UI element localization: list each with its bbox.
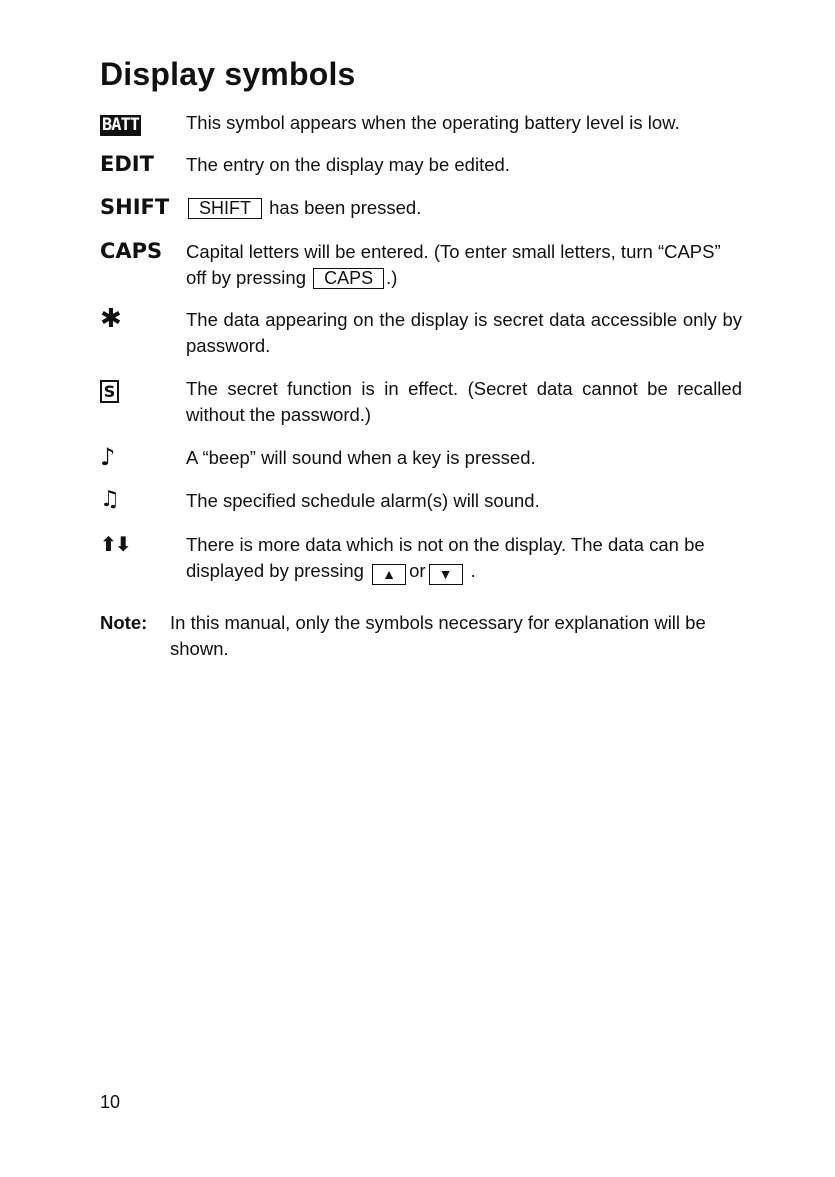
entry-secret-data-text: The data appearing on the display is secret data accessible only by password. xyxy=(186,309,742,356)
battery-icon: BATT xyxy=(102,115,139,135)
secret-icon: S xyxy=(100,378,119,403)
entry-edit-text: The entry on the display may be edited. xyxy=(186,154,510,175)
entry-shift-text: SHIFT has been pressed. xyxy=(186,195,742,221)
note-label: Note: xyxy=(100,612,148,633)
entry-batt-text: This symbol appears when the operating battery level is low. xyxy=(186,112,680,133)
shift-key: SHIFT xyxy=(188,198,262,219)
entry-beep-text: A “beep” will sound when a key is pressed. xyxy=(186,447,536,468)
shift-symbol: SHIFT xyxy=(100,195,170,219)
page-title: Display symbols xyxy=(100,56,356,92)
caps-symbol: CAPS xyxy=(100,239,163,263)
note-icon: ♪ xyxy=(100,443,116,471)
entry-alarm-text: The specified schedule alarm(s) will sound. xyxy=(186,490,540,511)
entry-more-data-text: There is more data which is not on the display. The data can be displayed by pressing ▲ or ▼ . xyxy=(186,532,742,585)
up-down-arrows-icon: ⬆⬇ xyxy=(100,532,130,556)
up-key: ▲ xyxy=(372,564,406,585)
note-text: In this manual, only the symbols necessary for explanation will be shown. xyxy=(170,612,706,659)
page-number: 10 xyxy=(100,1092,121,1112)
asterisk-icon: ✱ xyxy=(100,304,122,334)
down-key: ▼ xyxy=(429,564,463,585)
edit-symbol: EDIT xyxy=(100,152,154,176)
entry-caps-text: Capital letters will be entered. (To enter small letters, turn “CAPS” off by pressing CAPS .) xyxy=(186,241,721,288)
entry-secret-function-text: The secret function is in effect. (Secret data cannot be recalled without the password.) xyxy=(186,378,742,425)
caps-key: CAPS xyxy=(313,268,384,289)
bell-icon: ♫ xyxy=(100,487,120,512)
